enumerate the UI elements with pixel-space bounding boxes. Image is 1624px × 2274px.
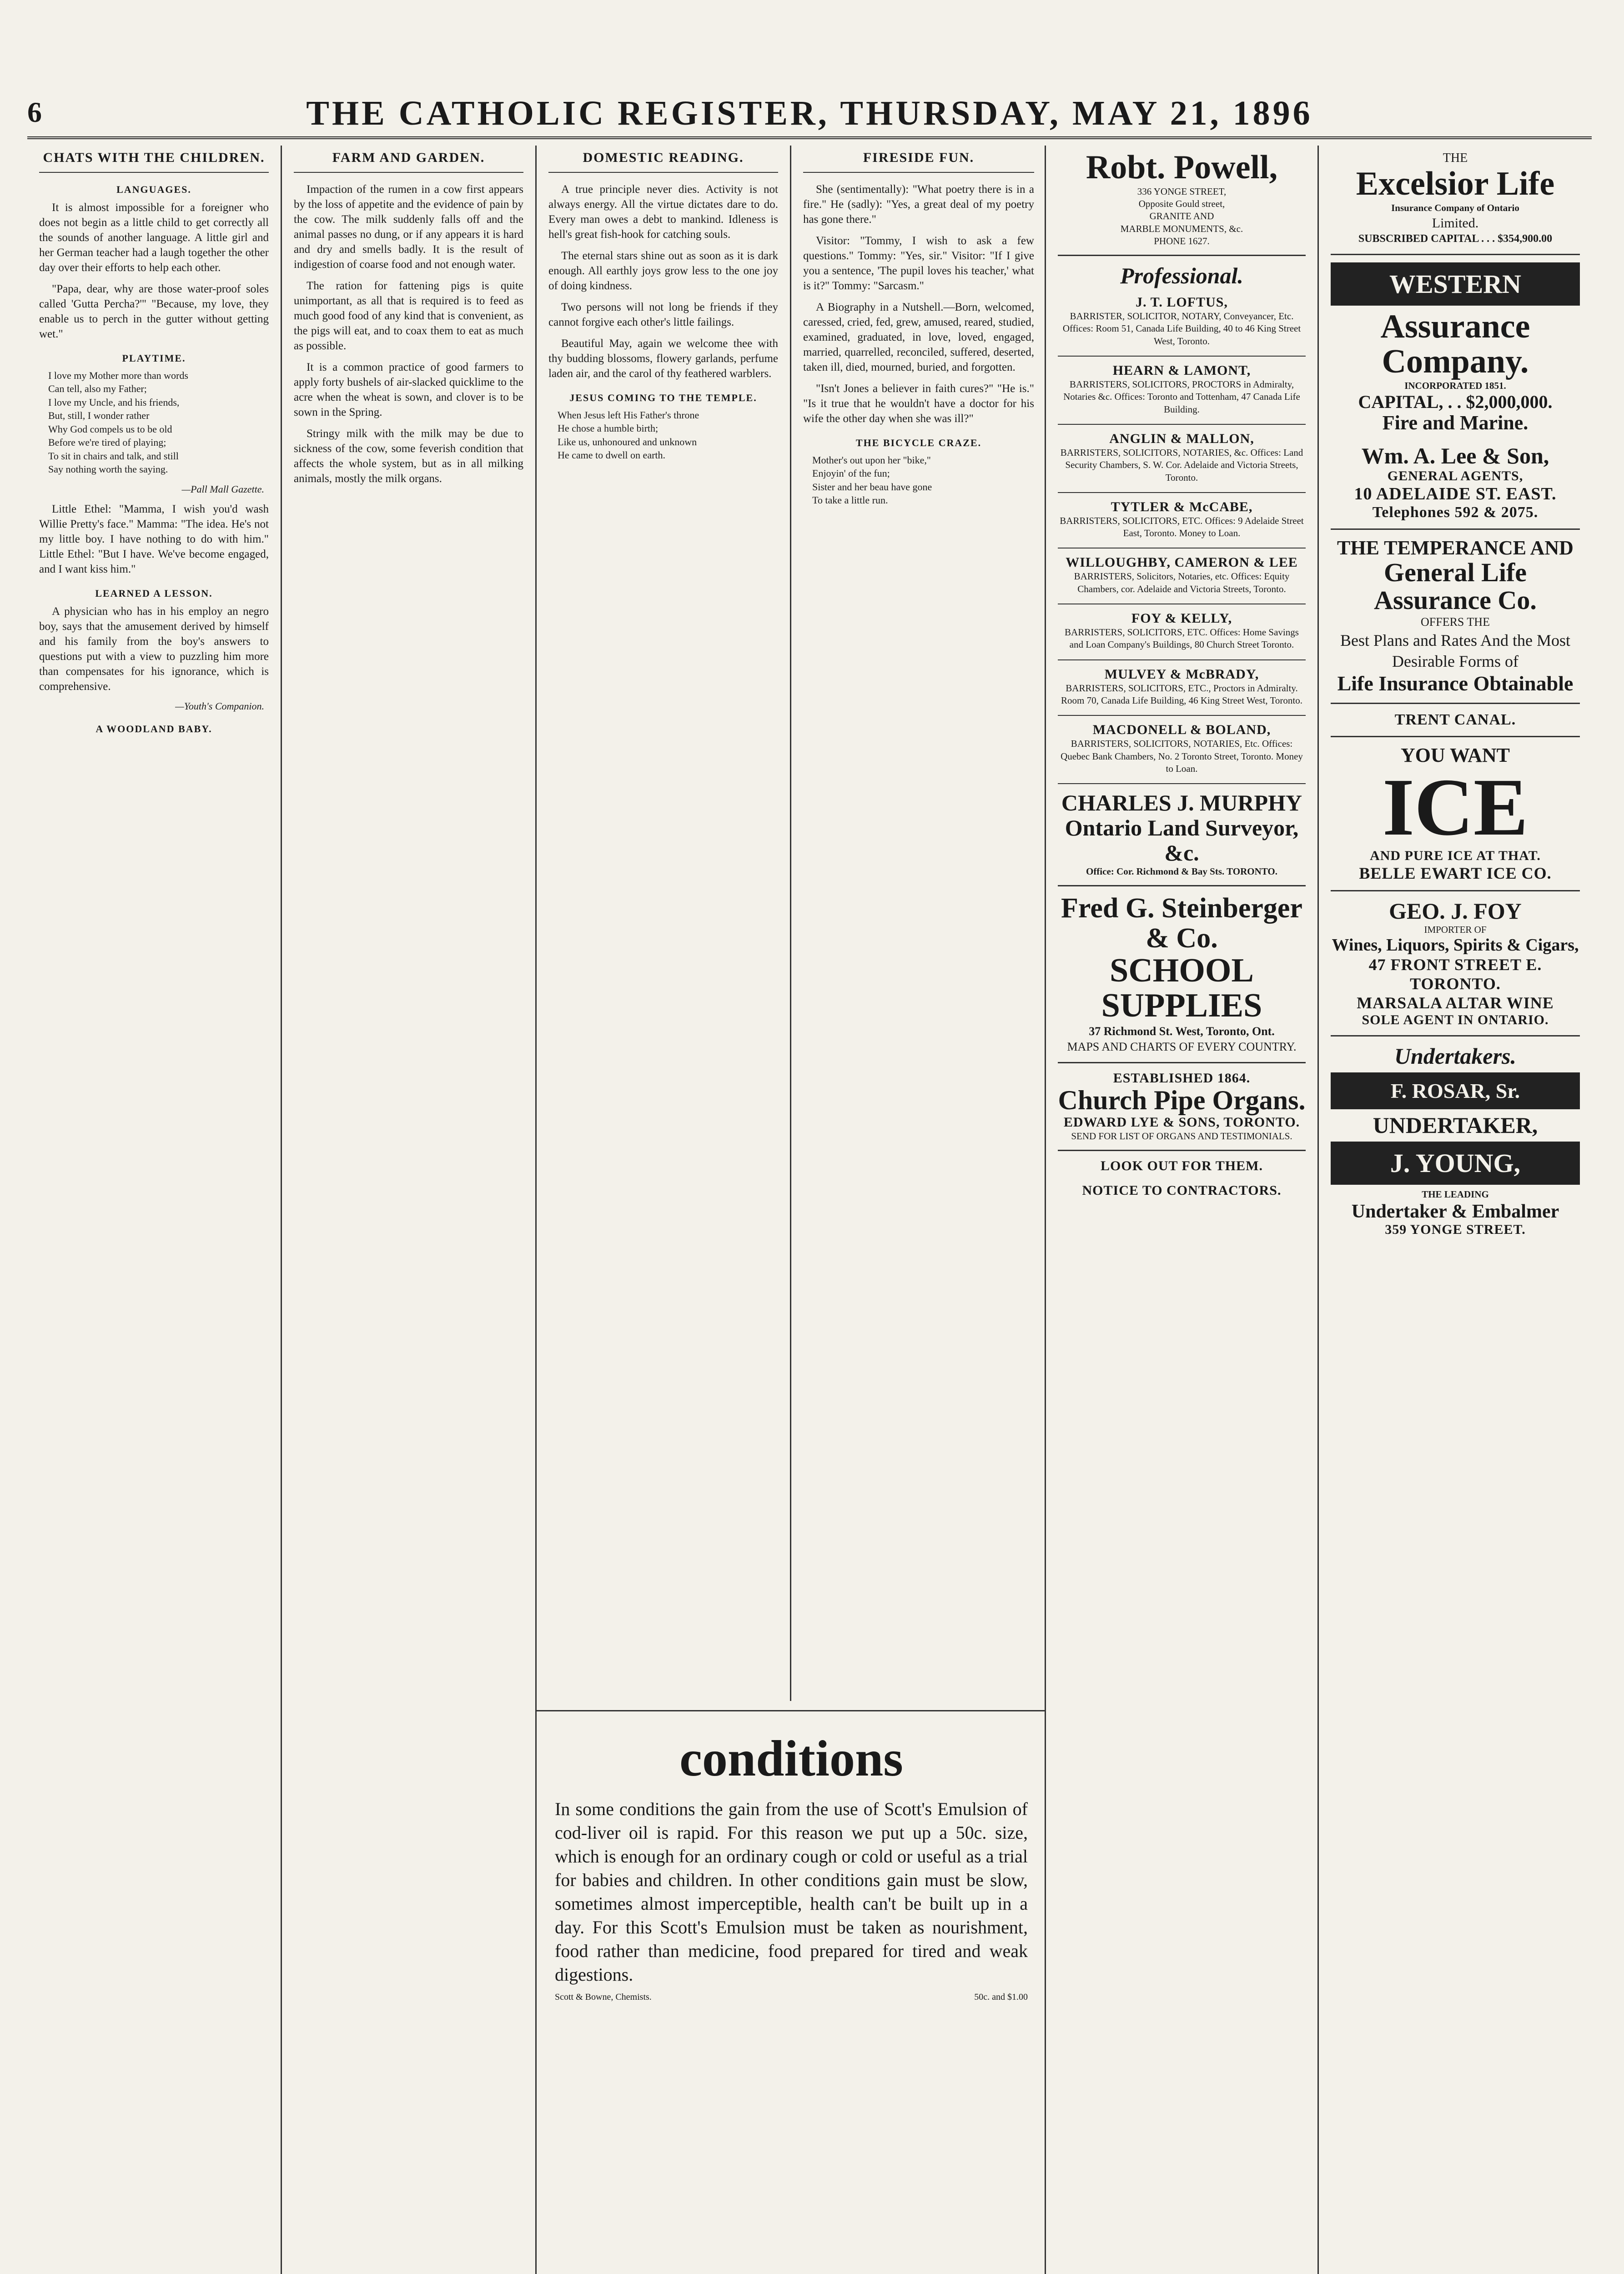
fire-marine: Fire and Marine. xyxy=(1382,412,1528,434)
card-name: MULVEY & McBRADY, xyxy=(1104,666,1259,682)
column-fireside xyxy=(791,146,1046,1701)
card-line: BARRISTERS, SOLICITORS, NOTARIES, Etc. Offices: Quebec Bank Chambers, No. 2 Toronto Street, Toronto. Money to Loan. xyxy=(1061,738,1303,774)
young-leading: THE LEADING xyxy=(1422,1189,1489,1200)
undertakers-heading: Undertakers. xyxy=(1394,1043,1517,1069)
column-directory xyxy=(1046,146,1319,2274)
excelsior-sub: Insurance Company of Ontario xyxy=(1391,202,1519,214)
ad-signature xyxy=(555,1992,1028,2002)
steinberger-name: Fred G. Steinberger & Co. xyxy=(1061,893,1302,954)
card-name: MACDONELL & BOLAND, xyxy=(1092,722,1271,738)
poem-heading: THE BICYCLE CRAZE. xyxy=(855,437,982,448)
notice: NOTICE TO CONTRACTORS. xyxy=(1082,1182,1282,1198)
card-name: HEARN & LAMONT, xyxy=(1112,363,1251,378)
look-out: LOOK OUT FOR THEM. xyxy=(1101,1158,1263,1173)
rosar-name: F. ROSAR, Sr. xyxy=(1331,1072,1580,1109)
school-address: 37 Richmond St. West, Toronto, Ont. xyxy=(1089,1024,1275,1038)
general-agents: GENERAL AGENTS, xyxy=(1387,468,1523,483)
column-ads xyxy=(1319,146,1592,2274)
article-heading: LANGUAGES. xyxy=(116,184,191,195)
column-heading: FIRESIDE FUN. xyxy=(803,146,1034,173)
ad-body: In some conditions the gain from the use of Scott's Emulsion of cod-liver oil is rapid. For this reason we put up a 50c. size, which is enough for an ordinary cough or cold or useful as a trial for babies and children. In other conditions gain must be slow, sometimes almost imperceptible, health can't be built up in a day. For this Scott's Emulsion must be taken as nourishment, food rather than medicine, food prepared for tired and weak digestions. xyxy=(555,1799,1028,1985)
columns-reading-fun xyxy=(537,146,1046,2274)
page-number: 6 xyxy=(27,96,42,128)
powell-line: 336 YONGE STREET, xyxy=(1137,186,1227,197)
card-line: BARRISTERS, SOLICITORS, ETC., Proctors in Admiralty. Room 70, Canada Life Building, 46 King Street West, Toronto. xyxy=(1061,682,1302,706)
card-name: ANGLIN & MALLON, xyxy=(1109,431,1254,446)
capital: CAPITAL, . . $2,000,000. xyxy=(1358,392,1553,413)
marsala: MARSALA ALTAR WINE xyxy=(1357,994,1554,1012)
importer: IMPORTER OF xyxy=(1424,924,1487,936)
article-text: A Biography in a Nutshell.—Born, welcomed, caressed, cried, fed, grew, amused, reared, studied, examined, graduated, in love, loved, engaged, married, quarrelled, reconciled, suffered, deserted, taken ill, died, mourned, buried, and forgotten. xyxy=(803,301,1034,373)
business-card xyxy=(1058,288,1306,357)
incorporated: INCORPORATED 1851. xyxy=(1404,380,1506,391)
maps-line: MAPS AND CHARTS OF EVERY COUNTRY. xyxy=(1067,1040,1297,1053)
article-text: A true principle never dies. Activity is not always energy. All the virtue dictates dare to do. Every man owes a debt to mankind. Idleness is hell's great fish-hook for catching souls. xyxy=(548,183,778,241)
article-text: The eternal stars shine out as soon as it is dark enough. All earthly joys grow less to the one joy of doing kindness. xyxy=(548,250,778,292)
offers: OFFERS THE xyxy=(1421,615,1490,629)
article-text: Beautiful May, again we welcome thee with thy budding blossoms, flowery garlands, perfume laden air, and the carol of thy feathered warblers. xyxy=(548,337,778,380)
belle-ewart: BELLE EWART ICE CO. xyxy=(1359,864,1552,883)
powell-line: Opposite Gould street, xyxy=(1138,198,1225,209)
adelaide-address: 10 ADELAIDE ST. EAST. xyxy=(1354,484,1557,503)
credit: —Youth's Companion. xyxy=(175,700,264,712)
masthead-title: THE CATHOLIC REGISTER, THURSDAY, MAY 21, 1896 xyxy=(306,94,1313,132)
masthead xyxy=(27,86,1592,139)
excelsior-capital: SUBSCRIBED CAPITAL . . . $354,900.00 xyxy=(1358,233,1553,245)
established: ESTABLISHED 1864. xyxy=(1113,1070,1251,1086)
article-text: "Papa, dear, why are those water-proof soles called 'Gutta Percha?'" "Because, my love, they enable us to perch in the gutter without getting wet." xyxy=(39,283,269,340)
church-pipe: Church Pipe Organs. xyxy=(1058,1085,1306,1115)
card-line: BARRISTER, SOLICITOR, NOTARY, Conveyancer, Etc. Offices: Room 51, Canada Life Building, 40 to 46 King Street West, Toronto. xyxy=(1062,311,1301,347)
business-card xyxy=(1058,604,1306,660)
powell-line: GRANITE AND xyxy=(1149,211,1214,222)
business-card xyxy=(1058,716,1306,784)
lye-name: EDWARD LYE & SONS, TORONTO. xyxy=(1063,1114,1300,1130)
business-card xyxy=(1058,548,1306,604)
rosar-undertaker: UNDERTAKER, xyxy=(1373,1112,1538,1138)
article-text: She (sentimentally): "What poetry there is in a fire." He (sadly): "Yes, a great deal of my poetry has gone there." xyxy=(803,183,1034,226)
card-line: BARRISTERS, Solicitors, Notaries, etc. Offices: Equity Chambers, cor. Adelaide and Victoria Streets, Toronto. xyxy=(1074,571,1290,594)
assurance-name: Assurance Company. xyxy=(1380,307,1530,381)
card-line: BARRISTERS, SOLICITORS, ETC. Offices: Home Savings and Loan Company's Buildings, 80 Church Street Toronto. xyxy=(1065,627,1299,650)
card-name: J. T. LOFTUS, xyxy=(1136,295,1228,310)
poem-text: When Jesus left His Father's throne He chose a humble birth; Like us, unhonoured and unknown He came to dwell on earth. xyxy=(558,409,699,461)
poem-heading: A WOODLAND BABY. xyxy=(96,723,212,735)
column-heading: DOMESTIC READING. xyxy=(548,146,778,173)
temperance: THE TEMPERANCE AND xyxy=(1337,536,1574,559)
credit: —Pall Mall Gazette. xyxy=(181,483,264,495)
article-heading: LEARNED A LESSON. xyxy=(95,587,213,599)
scotts-emulsion-ad xyxy=(537,1710,1046,2274)
article-text: "Isn't Jones a believer in faith cures?" "He is." "Is it true that he wouldn't have a doctor for his wife the other day when she was ill?" xyxy=(803,382,1034,425)
best-plans: Best Plans and Rates And the Most Desirable Forms of xyxy=(1340,631,1570,671)
card-line: BARRISTERS, SOLICITORS, PROCTORS in Admiralty, Notaries &c. Offices: Toronto and Tottenham, 47 Canada Life Building. xyxy=(1063,379,1300,415)
ad-price: 50c. and $1.00 xyxy=(974,1992,1028,2002)
foy-name: GEO. J. FOY xyxy=(1389,898,1522,924)
article-text: Visitor: "Tommy, I wish to ask a few questions." Tommy: "Yes, sir." Visitor: "If I give you a sentence, 'The pupil loves his teacher,' what is it?" Tommy: "Sarcasm." xyxy=(803,235,1034,292)
ice-word: ICE xyxy=(1382,762,1528,853)
article-text: The ration for fattening pigs is quite unimportant, as all that is required is to feed as much good food of any kind that is convenient, as the pigs will eat, and to coax them to eat as much as possible. xyxy=(294,280,523,352)
card-line: BARRISTERS, SOLICITORS, NOTARIES, &c. Offices: Land Security Chambers, S. W. Cor. Adelaide and Victoria Streets, Toronto. xyxy=(1060,447,1303,483)
toronto: TORONTO. xyxy=(1410,975,1501,993)
young-address: 359 YONGE STREET. xyxy=(1385,1222,1526,1237)
poem-text: Mother's out upon her "bike," Enjoyin' of the fun; Sister and her beau have gone To take a little run. xyxy=(812,454,932,506)
column-heading: FARM AND GARDEN. xyxy=(294,146,523,173)
business-card xyxy=(1058,357,1306,425)
article-text: It is a common practice of good farmers to apply forty bushels of air-slacked quicklime to the acre when the wheat is sown, and clover is to be sown in the Spring. xyxy=(294,361,523,418)
murphy-title: Ontario Land Surveyor, &c. xyxy=(1065,815,1299,866)
ad-heading: conditions xyxy=(679,1731,903,1787)
obtainable: Life Insurance Obtainable xyxy=(1337,672,1574,695)
article-text: Two persons will not long be friends if they cannot forgive each other's little failings. xyxy=(548,301,778,328)
card-line: BARRISTERS, SOLICITORS, ETC. Offices: 9 Adelaide Street East, Toronto. Money to Loan. xyxy=(1060,515,1304,539)
excelsior-limited: Limited. xyxy=(1432,216,1479,231)
pure-ice: AND PURE ICE AT THAT. xyxy=(1370,848,1541,864)
columns xyxy=(27,146,1592,2274)
sole-agent: SOLE AGENT IN ONTARIO. xyxy=(1362,1012,1549,1028)
excelsior-name: Excelsior Life xyxy=(1356,165,1555,203)
poem-heading: JESUS COMING TO THE TEMPLE. xyxy=(569,392,757,403)
powell-name: Robt. Powell, xyxy=(1086,149,1278,186)
young-embalmer: Undertaker & Embalmer xyxy=(1351,1201,1559,1222)
western-banner: WESTERN xyxy=(1331,262,1580,306)
column-domestic xyxy=(537,146,791,1701)
poem-text: I love my Mother more than words Can tell, also my Father; I love my Uncle, and his friends, But, still, I wonder rather Why God compels us to be old Before we're tired of playing; To sit in chairs and talk, and still Say nothing worth the saying. xyxy=(48,370,188,475)
card-name: FOY & KELLY, xyxy=(1131,611,1232,626)
lye-line: SEND FOR LIST OF ORGANS AND TESTIMONIALS. xyxy=(1071,1130,1292,1142)
telephones: Telephones 592 & 2075. xyxy=(1372,503,1539,521)
article-text: It is almost impossible for a foreigner who does not begin as a little child to get correctly all the sounds of another language. A little girl and her German teacher had a laugh together the other day over their efforts to help each other. xyxy=(39,201,269,274)
column-heading: CHATS WITH THE CHILDREN. xyxy=(39,146,269,173)
front-street: 47 FRONT STREET E. xyxy=(1368,956,1542,974)
business-card xyxy=(1058,660,1306,716)
school-supplies: SCHOOL SUPPLIES xyxy=(1101,951,1262,1025)
powell-line: PHONE 1627. xyxy=(1154,235,1210,247)
murphy-name: CHARLES J. MURPHY xyxy=(1061,790,1302,816)
article-text: Stringy milk with the milk may be due to sickness of the cow, some feverish condition that affects the whole system, but as in all milking animals, mostly the milk organs. xyxy=(294,428,523,485)
ad-signature-name: Scott & Bowne, Chemists. xyxy=(555,1992,652,2002)
general-life: General Life Assurance Co. xyxy=(1374,558,1537,615)
article-text: Impaction of the rumen in a cow first appears by the loss of appetite and the evidence of pain by the cow. The milk suddenly falls off and the animal passes no dung, or if any appears it is hard and dry and smells badly. It is the result of indigestion of coarse food and not enough water. xyxy=(294,183,523,271)
business-card xyxy=(1058,493,1306,549)
lee-name: Wm. A. Lee & Son, xyxy=(1361,443,1549,468)
murphy-line: Office: Cor. Richmond & Bay Sts. TORONTO. xyxy=(1086,866,1277,877)
you-want: YOU WANT xyxy=(1400,744,1510,766)
young-name: J. YOUNG, xyxy=(1331,1142,1580,1185)
article-text: A physician who has in his employ an negro boy, says that the amusement derived by himself and his family from the boy's answers to questions put with a view to puzzling him more than compensates for his ignorance, which is comprehensive. xyxy=(39,605,269,693)
card-name: WILLOUGHBY, CAMERON & LEE xyxy=(1066,555,1298,570)
wines: Wines, Liquors, Spirits & Cigars, xyxy=(1332,936,1579,955)
article-text: Little Ethel: "Mamma, I wish you'd wash Willie Pretty's face." Mamma: "The idea. He's not my little boy. I have nothing to do with him." Little Ethel: "But I have. We've become engaged, and I want kiss him." xyxy=(39,503,269,575)
poem-heading: PLAYTIME. xyxy=(122,352,186,364)
professional-heading: Professional. xyxy=(1120,263,1243,289)
card-name: TYTLER & McCABE, xyxy=(1111,499,1253,514)
column-farm xyxy=(282,146,537,2274)
powell-line: MARBLE MONUMENTS, &c. xyxy=(1120,223,1243,234)
excelsior-the: THE xyxy=(1443,151,1468,165)
business-card xyxy=(1058,425,1306,493)
column-chats xyxy=(27,146,282,2274)
trent-canal: TRENT CANAL. xyxy=(1394,711,1516,728)
